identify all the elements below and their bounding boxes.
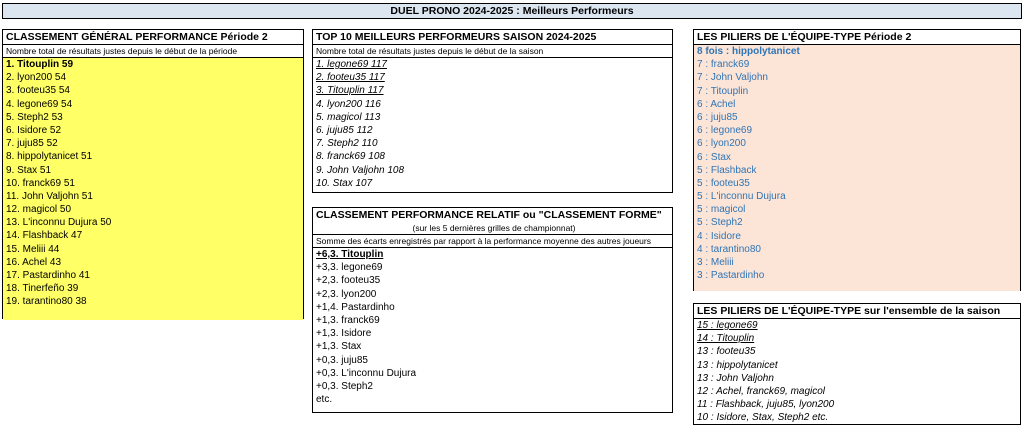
forme-row: +1,3. Stax [316, 341, 362, 353]
forme-note: Somme des écarts enregistrés par rapport à la performance moyenne des autres joueurs [313, 234, 672, 247]
piliers-p2-row: 6 : lyon200 [697, 138, 746, 150]
piliers-saison-row: 12 : Achel, franck69, magicol [697, 385, 826, 397]
piliers-p2-row: 5 : Steph2 [697, 217, 743, 229]
piliers-p2-row: 5 : L'inconnu Dujura [697, 191, 786, 203]
forme-title: CLASSEMENT PERFORMANCE RELATIF ou "CLASSEMENT FORME" [316, 209, 662, 221]
general-ranking-row: 18. Tinerfeño 39 [6, 283, 79, 295]
forme-row: +6,3. Titouplin [316, 249, 384, 260]
forme-row: +2,3. footeu35 [316, 275, 381, 287]
piliers-p2-row: 6 : Stax [697, 151, 731, 163]
forme-row: +2,3. lyon200 [316, 288, 377, 300]
general-ranking-list [3, 57, 303, 320]
top10-row: 3. Titouplin 117 [316, 85, 384, 97]
forme-row: +1,3. Isidore [316, 328, 372, 340]
general-ranking-row: 11. John Valjohn 51 [6, 190, 93, 202]
general-ranking-row: 3. footeu35 54 [6, 85, 70, 97]
general-ranking-title: CLASSEMENT GÉNÉRAL PERFORMANCE Période 2 [6, 31, 268, 43]
general-ranking-subtitle: Nombre total de résultats justes depuis le début de la période [3, 44, 303, 57]
general-ranking-row: 6. Isidore 52 [6, 124, 62, 136]
top10-subtitle: Nombre total de résultats justes depuis le début de la saison [313, 44, 672, 57]
piliers-p2-row: 6 : juju85 [697, 111, 738, 123]
piliers-saison-row: 13 : footeu35 [697, 346, 756, 358]
piliers-p2-row: 5 : footeu35 [697, 177, 750, 189]
general-ranking-row: 9. Stax 51 [6, 164, 52, 176]
forme-row: etc. [316, 394, 333, 406]
top10-list [313, 57, 672, 190]
forme-row: +0,3. L'inconnu Dujura [316, 367, 417, 379]
piliers-saison-panel [693, 303, 1021, 425]
general-ranking-row: 17. Pastardinho 41 [6, 270, 90, 281]
piliers-p2-row: 4 : tarantino80 [697, 243, 761, 255]
general-ranking-row: 14. Flashback 47 [6, 230, 83, 242]
general-ranking-row: 19. tarantino80 38 [6, 296, 87, 308]
piliers-p2-row: 7 : Titouplin [697, 85, 749, 97]
piliers-p2-row: 5 : Flashback [697, 164, 757, 176]
top10-row: 5. magicol 113 [316, 111, 381, 123]
piliers-p2-row: 3 : Meliii [697, 257, 734, 268]
piliers-saison-list [694, 318, 1020, 425]
piliers-saison-row: 11 : Flashback, juju85, lyon200 [697, 399, 835, 411]
piliers-p2-panel [693, 29, 1021, 291]
general-ranking-row: 16. Achel 43 [6, 256, 62, 268]
forme-row: +1,4. Pastardinho [316, 301, 395, 313]
piliers-p2-list [694, 44, 1020, 291]
general-ranking-row: 1. Titouplin 59 [6, 59, 74, 70]
general-ranking-panel [2, 29, 304, 319]
piliers-p2-row: 7 : franck69 [697, 59, 750, 71]
piliers-p2-row: 7 : John Valjohn [697, 72, 768, 84]
piliers-p2-title: LES PILIERS DE L'ÉQUIPE-TYPE Période 2 [697, 31, 912, 43]
general-ranking-row: 7. juju85 52 [6, 138, 58, 150]
top10-title: TOP 10 MEILLEURS PERFORMEURS SAISON 2024-2025 [316, 31, 597, 43]
piliers-saison-row: 14 : Titouplin [697, 333, 755, 345]
forme-list [313, 247, 672, 406]
piliers-p2-row: 6 : Achel [697, 98, 736, 110]
top10-row: 9. John Valjohn 108 [316, 164, 405, 176]
piliers-p2-row: 3 : Pastardinho [697, 270, 765, 282]
piliers-saison-row: 15 : legone69 [697, 320, 758, 331]
top10-row: 4. lyon200 116 [316, 98, 381, 110]
top10-row: 10. Stax 107 [316, 177, 373, 189]
page-title: DUEL PRONO 2024-2025 : Meilleurs Performeurs [2, 3, 1022, 19]
forme-panel [312, 207, 673, 413]
top10-row: 1. legone69 117 [316, 59, 387, 70]
piliers-saison-row: 13 : hippolytanicet [697, 359, 778, 371]
piliers-p2-row: 4 : Isidore [697, 230, 741, 242]
general-ranking-row: 2. lyon200 54 [6, 72, 67, 84]
general-ranking-row: 15. Meliii 44 [6, 243, 60, 255]
general-ranking-row: 8. hippolytanicet 51 [6, 151, 93, 163]
piliers-saison-row: 13 : John Valjohn [697, 372, 774, 384]
top10-row: 7. Steph2 110 [316, 138, 378, 150]
general-ranking-row: 13. L'inconnu Dujura 50 [6, 217, 112, 229]
forme-subtitle: (sur les 5 dernières grilles de championnat) [412, 223, 576, 233]
piliers-saison-title: LES PILIERS DE L'ÉQUIPE-TYPE sur l'ensemble de la saison [697, 305, 1001, 317]
piliers-p2-row: 5 : magicol [697, 204, 746, 216]
forme-row: +0,3. juju85 [316, 354, 368, 366]
forme-row: +1,3. franck69 [316, 314, 380, 326]
forme-row: +0,3. Steph2 [316, 380, 373, 392]
piliers-p2-row: 6 : legone69 [697, 125, 753, 137]
general-ranking-row: 10. franck69 51 [6, 177, 75, 189]
piliers-saison-row: 10 : Isidore, Stax, Steph2 etc. [697, 412, 829, 424]
general-ranking-row: 4. legone69 54 [6, 98, 73, 110]
piliers-p2-row: 8 fois : hippolytanicet [697, 46, 800, 57]
general-ranking-row: 12. magicol 50 [6, 204, 72, 216]
forme-row: +3,3. legone69 [316, 262, 383, 274]
top10-row: 8. franck69 108 [316, 151, 385, 163]
general-ranking-row: 5. Steph2 53 [6, 111, 63, 123]
top10-panel [312, 29, 673, 193]
top10-row: 2. footeu35 117 [316, 72, 385, 84]
top10-row: 6. juju85 112 [316, 124, 373, 136]
